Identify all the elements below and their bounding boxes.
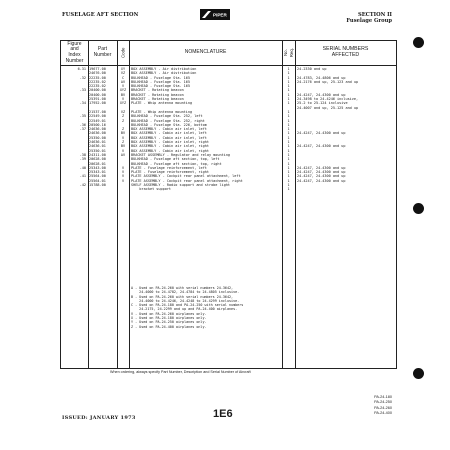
code-cell: Z — [121, 114, 125, 119]
quantity-cell: 1 — [287, 97, 290, 102]
quantity-cell: 1 — [287, 174, 290, 179]
nomenclature-cell: BOX ASSEMBLY - Cabin air inlet, right — [131, 148, 209, 153]
figure-index-cell: -37 — [79, 127, 86, 132]
column-header-code-cell — [117, 41, 129, 65]
part-number-cell: 25350-01 — [89, 148, 106, 153]
part-number-cell: 15788-00 — [89, 183, 106, 188]
quantity-cell: 1 — [287, 152, 290, 157]
code-cell: V — [121, 97, 125, 102]
figure-index-cell: -34 — [79, 101, 86, 106]
column-header-part: Part Number — [93, 46, 112, 58]
code-cell: BV — [120, 131, 126, 136]
part-number-cell: 20628-00 — [89, 157, 106, 162]
code-cell: BV — [120, 92, 126, 97]
quantity-cell: 1 — [287, 127, 290, 132]
part-number-cell: 20400-00 — [89, 88, 106, 93]
part-number-cell: 20628-01 — [89, 161, 106, 166]
quantity-cell: 1 — [287, 178, 290, 183]
quantity-cell: 1 — [287, 84, 290, 89]
model-item: PA-24-250 — [374, 400, 392, 405]
part-number-cell: 22549-01 — [89, 118, 106, 123]
serial-cell: 24-4247, 24-4300 and up — [297, 165, 346, 170]
section-title: FUSELAGE AFT SECTION — [62, 12, 139, 18]
figure-index-cell: -42 — [79, 183, 86, 188]
column-header-req-cell — [282, 41, 295, 65]
figure-index-cell: -33 — [79, 88, 86, 93]
quantity-cell: 1 — [287, 122, 290, 127]
code-cell: V — [121, 148, 125, 153]
part-number-cell: 25564-00 — [89, 174, 106, 179]
quantity-cell: 1 — [287, 187, 290, 192]
quantity-cell: 1 — [287, 71, 290, 76]
figure-index-cell: -40 — [79, 165, 86, 170]
nomenclature-cell: PLATE ASSEMBLY - Cockpit rear panel attachment, right — [131, 178, 243, 183]
model-list — [374, 395, 392, 417]
table-body — [61, 67, 396, 192]
code-cell: VZ — [120, 109, 126, 114]
nomenclature-cell: BOX ASSEMBLY - Air distribution — [131, 71, 197, 76]
logo-text: PIPER — [213, 12, 227, 18]
figure-index-cell: -32 — [79, 75, 86, 80]
note-line: C - Used on PA-24-180 and PA-24-250 with serial numbers — [131, 303, 244, 308]
code-cell: V — [121, 170, 125, 175]
figure-index-cell: -41 — [79, 174, 86, 179]
serial-cell: 24-4247, 24-4300 and up — [297, 92, 346, 97]
code-notes — [131, 286, 289, 329]
code-cell: V — [121, 135, 125, 140]
parts-table — [60, 40, 397, 369]
section-header — [346, 12, 392, 25]
code-cell: AV — [120, 79, 126, 84]
model-item: PA-24-260 — [374, 405, 392, 410]
part-number-cell: 25391-00 — [89, 97, 106, 102]
serial-cell: 24-4247, 24-4300 and up — [297, 174, 346, 179]
nomenclature-cell: BOX ASSEMBLY - Cabin air inlet, left — [131, 127, 207, 132]
quantity-cell: 1 — [287, 88, 290, 93]
note-line: 24-4000 to 24-4782, 24-4784 to 24-4805 inclusive. — [131, 290, 240, 295]
part-number-cell: 22235-00 — [89, 75, 106, 80]
serial-cell: 24-4007 and up, 25-125 and up — [297, 105, 359, 110]
part-number-cell: 22235-02 — [89, 84, 106, 89]
serial-cell: 24-2330 and up — [297, 67, 327, 71]
nomenclature-cell: BOX ASSEMBLY - Cabin air inlet, left — [131, 135, 207, 140]
page-code: 1E6 — [213, 408, 233, 420]
serial-cell: 24-4247, 24-4300 and up — [297, 131, 346, 136]
nomenclature-cell: BULKHEAD - Fuselage Sta. 165 — [131, 84, 191, 89]
nomenclature-cell: BRACKET - Rotating beacon — [131, 92, 184, 97]
code-cell: Z — [121, 118, 125, 123]
note-line: A - Used on PA-24-260 with serial numbers 24-3642, — [131, 286, 234, 290]
model-item: PA-24-180 — [374, 395, 392, 399]
note-line: X - Used on PA-24-180 airplanes only. — [131, 316, 207, 321]
note-line: 24-2175, 24-2299 and up and PA-24-400 airplanes. — [131, 307, 238, 312]
part-number-cell: 17952-00 — [89, 101, 106, 106]
code-cell: V — [121, 84, 125, 89]
figure-index-cell: -35 — [79, 114, 86, 119]
quantity-cell: 1 — [287, 170, 290, 175]
serial-cell: 24-4783, 24-4806 and up — [297, 75, 346, 80]
code-cell: XY — [120, 67, 126, 71]
nomenclature-cell: bracket support — [131, 187, 172, 192]
quantity-cell: 1 — [287, 75, 290, 80]
issued-date: ISSUED: JANUARY 1973 — [62, 415, 136, 421]
column-header-serial: SERIAL NUMBERS AFFECTED — [322, 46, 369, 58]
column-header-req: No. Req. — [282, 48, 294, 58]
part-number-cell: 25564-01 — [89, 178, 106, 183]
binder-hole — [413, 37, 424, 48]
quantity-cell: 1 — [287, 109, 290, 114]
nomenclature-cell: BOX ASSEMBLY - Cabin air inlet, right — [131, 140, 209, 145]
part-number-cell: 20500-16 — [89, 122, 106, 127]
column-header-nomenclature: NOMENCLATURE — [184, 49, 227, 56]
figure-index-cell: -38 — [79, 152, 86, 157]
code-cell: V — [121, 165, 125, 170]
part-number-cell: 22235-02 — [89, 79, 106, 84]
figure-index-cell: -39 — [79, 157, 86, 162]
part-number-cell: 24311-00 — [89, 152, 106, 157]
note-line: 24-4000 to 24-4246, 24-4248 to 24-4299 inclusive. — [131, 298, 240, 303]
quantity-cell: 1 — [287, 161, 290, 166]
nomenclature-cell: PLATE - Fuselage reinforcement, right — [131, 170, 209, 175]
serial-cell: 24-4247, 24-4300 and up — [297, 144, 346, 149]
quantity-cell: 1 — [287, 101, 290, 106]
part-number-cell: 25343-01 — [89, 170, 106, 175]
serial-cell: 25-2 to 25-124 inclusive — [297, 101, 348, 106]
binder-hole — [413, 368, 424, 379]
nomenclature-cell: BOX ASSEMBLY - Air distribution — [131, 67, 197, 71]
nomenclature-cell: BRACKET - Rotating beacon — [131, 97, 184, 102]
table-row — [61, 187, 396, 191]
part-number-cell: 25350-00 — [89, 135, 106, 140]
nomenclature-cell: SHELF ASSEMBLY - Radio support and strobe light — [131, 183, 231, 188]
code-cell: XYZ — [119, 88, 127, 93]
part-number-cell: 21537-00 — [89, 109, 106, 114]
serial-cell: 24-4247, 24-4300 and up — [297, 178, 346, 183]
code-cell: VZ — [120, 71, 126, 76]
model-item: PA-24-400 — [374, 411, 392, 416]
header-divider — [61, 65, 396, 66]
nomenclature-cell: BULKHEAD - Fuselage Sta. 252, left — [131, 114, 203, 119]
nomenclature-cell: BULKHEAD - Fuselage Sta. 252, right — [131, 118, 205, 123]
code-cell: V — [121, 174, 125, 179]
quantity-cell: 1 — [287, 140, 290, 145]
nomenclature-cell: PLATE - Whip antenna mounting — [131, 109, 193, 114]
figure-index-cell: -36 — [79, 122, 86, 127]
part-number-cell: 25343-00 — [89, 165, 106, 170]
code-cell: V — [121, 178, 125, 183]
code-cell: BV — [120, 144, 126, 149]
nomenclature-cell: BULKHEAD - Fuselage Sta. 165 — [131, 79, 191, 84]
quantity-cell: 1 — [287, 114, 290, 119]
nomenclature-cell: BULKHEAD - Fuselage Sta. 165 — [131, 75, 191, 80]
group-name: Fuselage Group — [346, 18, 392, 25]
column-header-code: Code — [120, 47, 126, 59]
binder-hole — [413, 203, 424, 214]
serial-cell: 24-4247, 24-4300 and up — [297, 170, 346, 175]
ordering-note: When ordering, always specify Part Number, Description and Serial Number of Aircraft — [110, 370, 251, 374]
figure-index-cell: 6-31 — [77, 67, 86, 71]
serial-cell: 24-3498 to 24-4246 inclusive, — [297, 97, 359, 102]
part-number-cell: 24636-00 — [89, 127, 106, 132]
code-cell: Z — [121, 140, 125, 145]
part-number-cell: 22549-00 — [89, 114, 106, 119]
nomenclature-cell: BULKHEAD - Fuselage Sta. 226, bottom — [131, 122, 207, 127]
quantity-cell: 1 — [287, 165, 290, 170]
quantity-cell: 1 — [287, 79, 290, 84]
nomenclature-cell: BRACKET - Rotating beacon — [131, 88, 184, 93]
section-number: SECTION II — [357, 12, 392, 18]
nomenclature-cell: PLATE - Whip antenna mounting — [131, 101, 193, 106]
code-cell: AV — [120, 152, 126, 157]
quantity-cell: 1 — [287, 183, 290, 188]
nomenclature-cell: BULKHEAD - Fuselage aft section, top, right — [131, 161, 222, 166]
note-line: B - Used on PA-24-260 with serial numbers 24-3642, — [131, 294, 234, 299]
quantity-cell: 1 — [287, 67, 290, 71]
quantity-cell: 1 — [287, 131, 290, 136]
piper-logo — [200, 9, 230, 20]
serial-cell: 24-2176 and up, 25-123 and up — [297, 79, 359, 84]
quantity-cell: 1 — [287, 92, 290, 97]
column-header-figure: Figure and Index Number — [65, 40, 84, 64]
part-number-cell: 24676-00 — [89, 71, 106, 76]
part-number-cell: 24636-01 — [89, 140, 106, 145]
part-number-cell: 20400-00 — [89, 92, 106, 97]
note-line: V - Used on PA-24-260 airplanes only. — [131, 311, 207, 316]
note-line: Z - Used on PA-24-400 airplanes only. — [131, 324, 207, 329]
nomenclature-cell: PLATE ASSEMBLY - Cockpit rear panel attachment, left — [131, 174, 241, 179]
code-cell: XYZ — [119, 101, 127, 106]
nomenclature-cell: BOX ASSEMBLY - Cabin air inlet, left — [131, 131, 207, 136]
nomenclature-cell: PLATE - Fuselage reinforcement, left — [131, 165, 207, 170]
note-line: Y - Used on PA-24-250 airplanes only. — [131, 320, 207, 325]
part-number-cell: 24636-01 — [89, 144, 106, 149]
quantity-cell: 1 — [287, 144, 290, 149]
part-number-cell: 24636-00 — [89, 131, 106, 136]
nomenclature-cell: BULKHEAD - Fuselage aft section, top, left — [131, 157, 220, 162]
quantity-cell: 1 — [287, 148, 290, 153]
part-number-cell: 19677-00 — [89, 67, 106, 71]
quantity-cell: 1 — [287, 157, 290, 162]
code-cell: C — [121, 75, 125, 80]
quantity-cell: 1 — [287, 118, 290, 123]
nomenclature-cell: BOX ASSEMBLY - Cabin air inlet, right — [131, 144, 209, 149]
quantity-cell: 1 — [287, 135, 290, 140]
code-cell: Z — [121, 127, 125, 132]
nomenclature-cell: BRACKET ASSEMBLY - Regulator and relay mounting — [131, 152, 231, 157]
